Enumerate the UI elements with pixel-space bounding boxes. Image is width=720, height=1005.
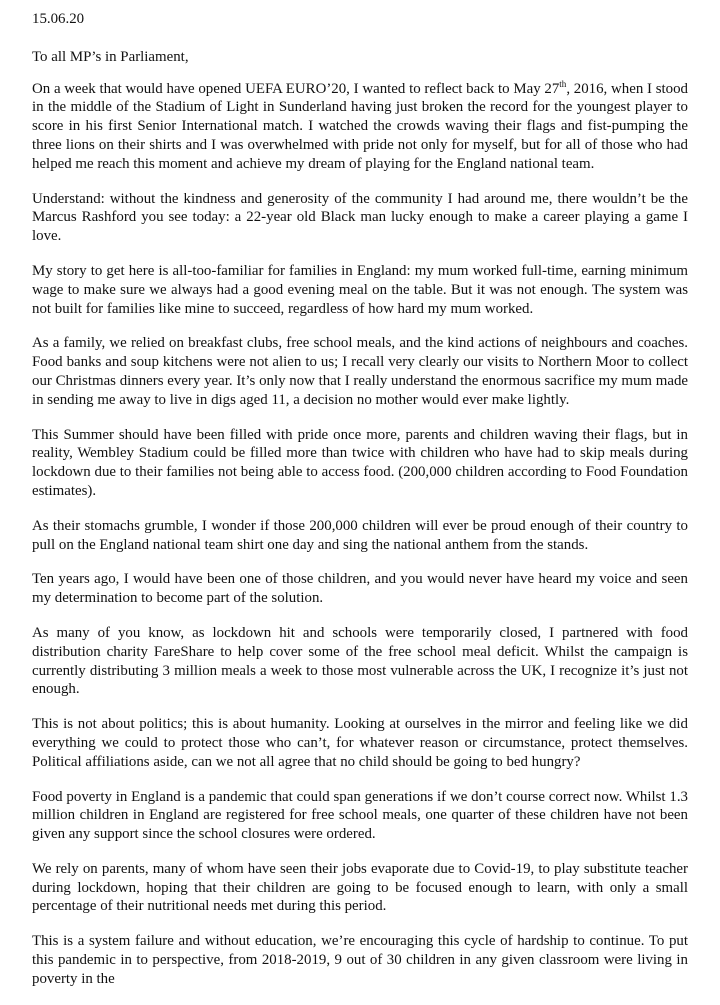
paragraph-10: Food poverty in England is a pandemic that could span generations if we don’t course correct now. Whilst 1.3 million children in England are registered for free school meals, one quarter of these children have not been given any support since the school closures were ordered. bbox=[32, 788, 688, 843]
letter-salutation: To all MP’s in Parliament, bbox=[32, 48, 189, 65]
paragraph-6: As their stomachs grumble, I wonder if those 200,000 children will ever be proud enough of their country to pull on the England national team shirt one day and sing the national anthem from the stands. bbox=[32, 517, 688, 553]
paragraph-4: As a family, we relied on breakfast clubs, free school meals, and the kind actions of neighbours and coaches. Food banks and soup kitchens were not alien to us; I recall very clearly our visits to Northern Moor to collect our Christmas dinners every year. It’s only now that I really understand the enormous sacrifice my mum made in sending me away to live in digs aged 11, a decision no mother would ever make lightly. bbox=[32, 335, 688, 408]
paragraph-8: As many of you know, as lockdown hit and schools were temporarily closed, I partnered with food distribution charity FareShare to help cover some of the free school meal deficit. Whilst the campaign is currently distributing 3 million meals a week to those most vulnerable across the UK, I recognize it’s just not enough. bbox=[32, 624, 688, 698]
paragraph-1-before: On a week that would have opened UEFA EURO’20, I wanted to reflect back to May 27 bbox=[32, 80, 560, 97]
paragraph-2: Understand: without the kindness and generosity of the community I had around me, there wouldn’t be the Marcus Rashford you see today: a 22-year old Black man lucky enough to make a career playing a game I love. bbox=[32, 190, 688, 245]
paragraph-9: This is not about politics; this is about humanity. Looking at ourselves in the mirror and feeling like we did everything we could to protect those who can’t, for whatever reason or circumstance, protect themselves. Political affiliations aside, can we not all agree that no child should be going to bed hungry? bbox=[32, 716, 688, 770]
paragraph-11: We rely on parents, many of whom have seen their jobs evaporate due to Covid-19, to play substitute teacher during lockdown, hoping that their children are going to be focused enough to learn, with only a small percentage of their nutritional needs met during this period. bbox=[32, 860, 688, 915]
letter-date: 15.06.20 bbox=[32, 11, 85, 27]
paragraph-12: This is a system failure and without education, we’re encouraging this cycle of hardship to continue. To put this pandemic in to perspective, from 2018-2019, 9 out of 30 children in any given classroom were living in poverty in the bbox=[32, 933, 688, 987]
paragraph-3: My story to get here is all-too-familiar for families in England: my mum worked full-time, earning minimum wage to make sure we always had a good evening meal on the table. But it was not enough. The system was not built for families like mine to succeed, regardless of how hard my mum worked. bbox=[32, 262, 688, 317]
paragraph-5: This Summer should have been filled with pride once more, parents and children waving their flags, but in reality, Wembley Stadium could be filled more than twice with children who have had to skip meals during lockdown due to their families not being able to access food. (200,000 children according to Food Foundation estimates). bbox=[32, 426, 688, 499]
ordinal-suffix: th bbox=[559, 78, 567, 89]
paragraph-7: Ten years ago, I would have been one of those children, and you would never have heard my voice and seen my determination to become part of the solution. bbox=[32, 571, 688, 607]
paragraph-1 bbox=[32, 80, 688, 174]
letter-page bbox=[32, 10, 688, 1005]
paragraph-1-after: , 2016, when I stood in the middle of the Stadium of Light in Sunderland having just broken the record for the youngest player to score in his first Senior International match. I watched the crowds waving their flags and fist-pumping the three lions on their shirts and I was overwhelmed with pride not only for myself, but for all of those who had helped me reach this moment and achieve my dream of playing for the England national team. bbox=[32, 80, 688, 172]
